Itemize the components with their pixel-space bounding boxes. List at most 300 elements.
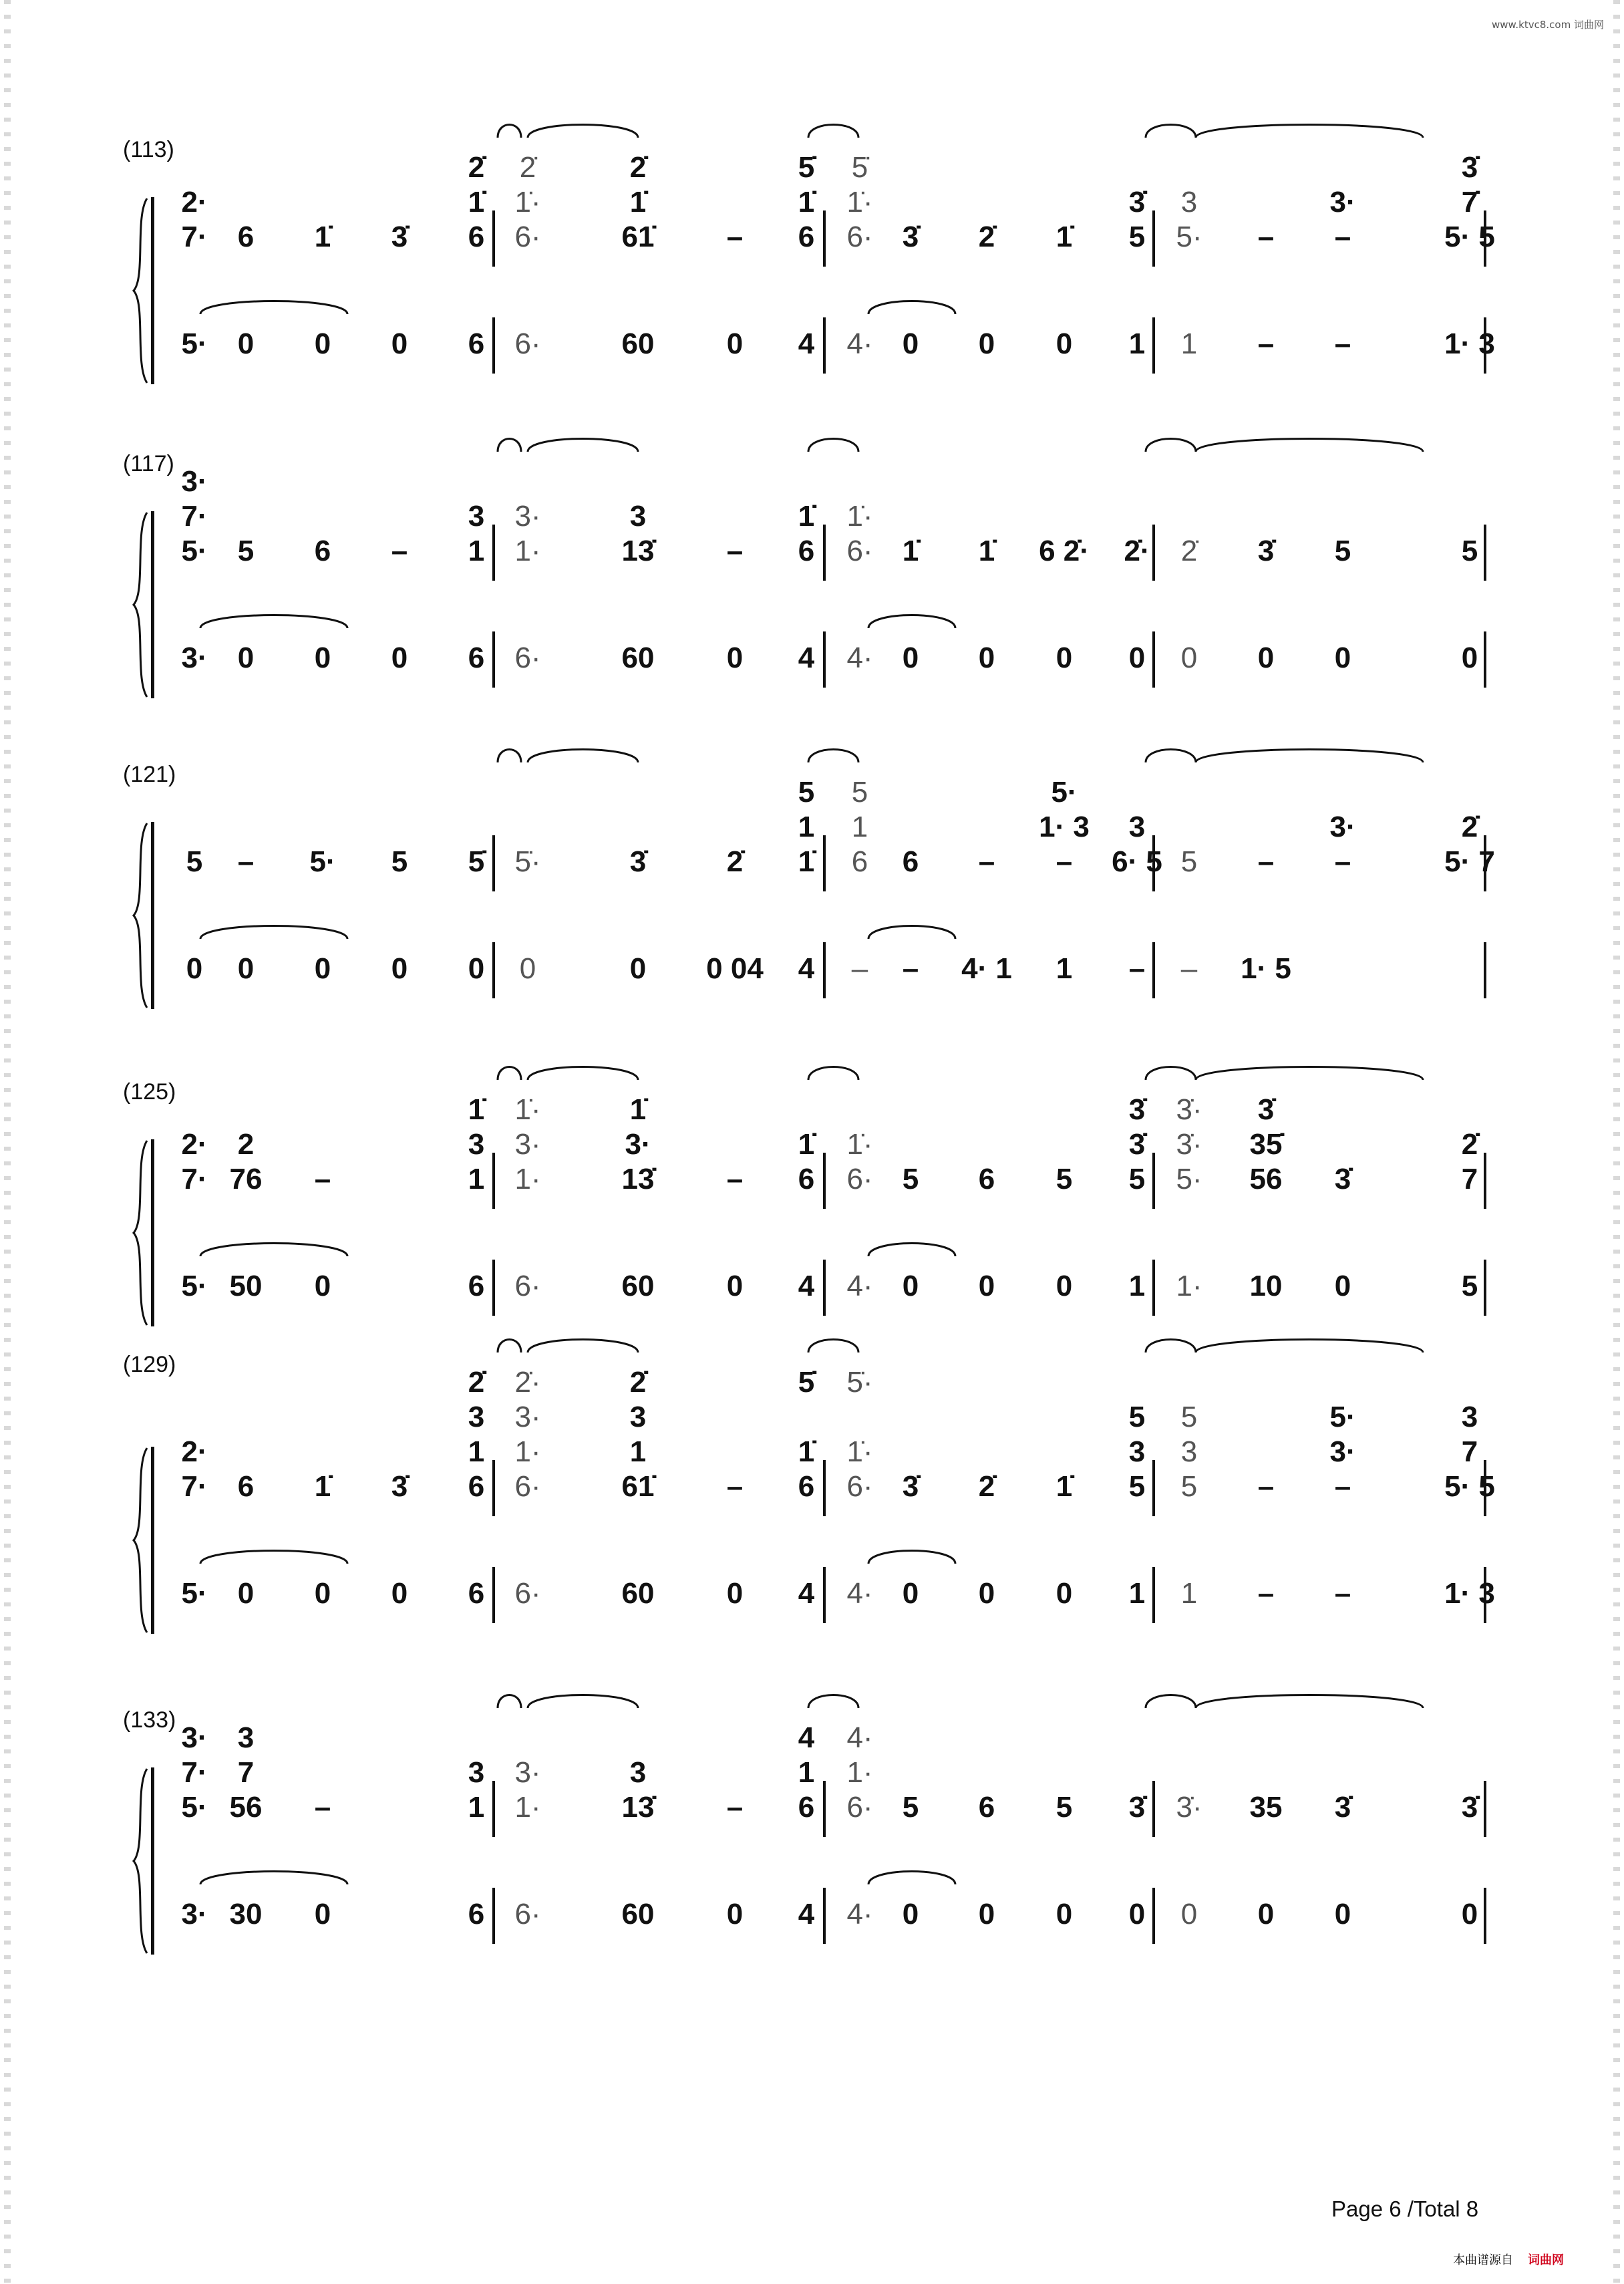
note-token: 0 bbox=[1334, 1898, 1351, 1931]
note-token: 2̇· bbox=[1124, 535, 1150, 567]
note-token: 3̇ bbox=[629, 845, 647, 878]
note-token: – bbox=[1334, 327, 1351, 360]
note-token: 3̇ bbox=[1128, 1128, 1146, 1161]
note-token: 76 bbox=[229, 1163, 263, 1195]
note-token: 5· bbox=[1176, 1163, 1202, 1195]
note-token: – bbox=[314, 1791, 331, 1824]
note-token: 0 bbox=[1055, 327, 1073, 360]
note-token: 4· 1 bbox=[961, 952, 1012, 985]
note-token: 13̇ bbox=[621, 535, 655, 567]
note-token: 6· bbox=[846, 535, 873, 567]
note-token: 2· bbox=[181, 186, 208, 219]
note-token: 3· bbox=[514, 500, 541, 533]
note-token: 5· bbox=[181, 1577, 208, 1610]
tie-arc bbox=[868, 1872, 955, 1885]
source-label: 本曲谱源自 bbox=[1453, 2253, 1513, 2267]
note-token: – bbox=[391, 535, 408, 567]
note-token: 5 bbox=[391, 845, 408, 878]
note-token: 6 bbox=[798, 1163, 815, 1195]
note-token: 1̇ bbox=[468, 1093, 485, 1126]
note-token: 3̇· bbox=[1176, 1093, 1202, 1126]
note-token: – bbox=[237, 845, 255, 878]
note-token: 3· bbox=[514, 1401, 541, 1433]
note-token: 5· bbox=[181, 1270, 208, 1302]
note-token: 0 bbox=[1055, 1270, 1073, 1302]
note-token: 2̇· bbox=[514, 1366, 541, 1399]
note-token: 1· bbox=[514, 1791, 541, 1824]
note-token: 5̇ bbox=[798, 151, 815, 184]
note-token: 2̇ bbox=[1461, 1128, 1478, 1161]
note-token: 60 bbox=[621, 327, 655, 360]
tie-arc bbox=[808, 1695, 858, 1709]
note-token: 6 bbox=[798, 1791, 815, 1824]
source-logo bbox=[1453, 2251, 1564, 2268]
note-token: 2̇ bbox=[978, 1470, 995, 1503]
note-token: 3 bbox=[237, 1721, 255, 1754]
note-token: 0 bbox=[391, 1577, 408, 1610]
note-token: 5· 7 bbox=[1444, 845, 1495, 878]
note-token: 3· bbox=[514, 1756, 541, 1789]
note-token: 3 bbox=[468, 1756, 485, 1789]
note-token: 7· bbox=[181, 500, 208, 533]
note-token: 1̇· bbox=[514, 1093, 541, 1126]
note-token: 3· bbox=[181, 1721, 208, 1754]
note-token: 3· bbox=[181, 465, 208, 498]
note-token: 3 bbox=[1180, 1435, 1198, 1468]
note-token: 3 bbox=[468, 1128, 485, 1161]
note-token: 4 bbox=[798, 1577, 815, 1610]
note-token: 6· bbox=[846, 1163, 873, 1195]
note-token: 0 bbox=[1257, 641, 1275, 674]
measure-number: (117) bbox=[123, 451, 174, 476]
note-token: 0 bbox=[1461, 1898, 1478, 1931]
note-token: – bbox=[726, 1163, 744, 1195]
note-token: 6· bbox=[514, 1577, 541, 1610]
note-token: 5 bbox=[1180, 845, 1198, 878]
note-token: – bbox=[851, 952, 868, 985]
note-token: 5· bbox=[1051, 776, 1078, 809]
note-token: – bbox=[1128, 952, 1146, 985]
note-token: 0 bbox=[1461, 641, 1478, 674]
note-token: 1̇· bbox=[846, 186, 873, 219]
note-token: 1̇· bbox=[846, 1128, 873, 1161]
note-token: 1 bbox=[1128, 1577, 1146, 1610]
page-indicator: Page 6 /Total 8 bbox=[1331, 2196, 1479, 2221]
note-token: 3· bbox=[181, 1898, 208, 1931]
note-token: – bbox=[1257, 1470, 1275, 1503]
note-token: 0 bbox=[237, 1577, 255, 1610]
note-token: 4· bbox=[846, 1721, 873, 1754]
note-token: 0 bbox=[978, 1577, 995, 1610]
note-token: 60 bbox=[621, 1577, 655, 1610]
note-token: 2̇ bbox=[519, 151, 536, 184]
note-token: 3̇· bbox=[1176, 1128, 1202, 1161]
note-token: 1̇· bbox=[846, 500, 873, 533]
note-token: 0 bbox=[726, 1577, 744, 1610]
tie-arc bbox=[1196, 1695, 1423, 1709]
note-token: 6 bbox=[314, 535, 331, 567]
note-token: 3· bbox=[625, 1128, 651, 1161]
note-token: 5 bbox=[1128, 1401, 1146, 1433]
note-token: 3 bbox=[629, 1401, 647, 1433]
note-token: 7· bbox=[181, 1756, 208, 1789]
note-token: 6 bbox=[978, 1163, 995, 1195]
note-token: 60 bbox=[621, 641, 655, 674]
note-token: 0 bbox=[1055, 1898, 1073, 1931]
tie-arc bbox=[1146, 1695, 1196, 1709]
note-token: 4 bbox=[798, 952, 815, 985]
note-token: – bbox=[314, 1163, 331, 1195]
note-token: 0 bbox=[314, 641, 331, 674]
measure-number: (113) bbox=[123, 137, 174, 162]
note-token: 10 bbox=[1249, 1270, 1283, 1302]
note-token: 2̇ bbox=[468, 151, 485, 184]
note-token: 2̇ bbox=[629, 151, 647, 184]
note-token: 1̇ bbox=[468, 186, 485, 219]
note-token: 6 bbox=[468, 1577, 485, 1610]
note-token: 6 bbox=[798, 535, 815, 567]
site-url[interactable]: www.ktvc8.com 词曲网 bbox=[1491, 19, 1604, 31]
note-token: 0 bbox=[902, 1898, 919, 1931]
note-token: 56 bbox=[1249, 1163, 1283, 1195]
note-token: 2̇ bbox=[629, 1366, 647, 1399]
note-token: 3 bbox=[1128, 811, 1146, 843]
note-token: 0 bbox=[902, 641, 919, 674]
note-token: 61̇ bbox=[621, 221, 655, 253]
note-token: 0 bbox=[1180, 641, 1198, 674]
note-token: 3̇ bbox=[902, 1470, 919, 1503]
note-token: 2· bbox=[181, 1435, 208, 1468]
note-token: 0 04 bbox=[706, 952, 764, 985]
note-token: 6· bbox=[846, 1791, 873, 1824]
note-token: 3̇ bbox=[1461, 1791, 1478, 1824]
note-token: 0 bbox=[1334, 1270, 1351, 1302]
note-token: 0 bbox=[1257, 1898, 1275, 1931]
note-token: 0 bbox=[519, 952, 536, 985]
note-token: 1 bbox=[1055, 952, 1073, 985]
note-token: 7· bbox=[181, 1470, 208, 1503]
note-token: 4 bbox=[798, 1721, 815, 1754]
note-token: 0 bbox=[902, 327, 919, 360]
note-token: 5· 5 bbox=[1444, 1470, 1495, 1503]
note-token: 5 bbox=[1180, 1470, 1198, 1503]
note-token: 0 bbox=[1180, 1898, 1198, 1931]
note-token: – bbox=[1055, 845, 1073, 878]
note-token: 5̇· bbox=[846, 1366, 873, 1399]
note-token: 2̇ bbox=[726, 845, 744, 878]
note-token: 5 bbox=[1055, 1791, 1073, 1824]
note-token: 0 bbox=[726, 1898, 744, 1931]
note-token: 6· bbox=[514, 1898, 541, 1931]
note-token: 1 bbox=[798, 1756, 815, 1789]
note-token: 60 bbox=[621, 1270, 655, 1302]
note-token: 6 bbox=[468, 1470, 485, 1503]
note-token: 3 bbox=[1180, 186, 1198, 219]
note-token: 1· 5 bbox=[1241, 952, 1291, 985]
note-token: 6· bbox=[514, 1270, 541, 1302]
note-token: 0 bbox=[237, 327, 255, 360]
note-token: 6 bbox=[798, 1470, 815, 1503]
note-token: – bbox=[902, 952, 919, 985]
note-token: 6 bbox=[978, 1791, 995, 1824]
note-token: 0 bbox=[314, 327, 331, 360]
note-token: 6 bbox=[798, 221, 815, 253]
note-token: – bbox=[1334, 1470, 1351, 1503]
note-token: 1 bbox=[468, 1435, 485, 1468]
note-token: 2̇ bbox=[1180, 535, 1198, 567]
note-token: 3̇ bbox=[1128, 1093, 1146, 1126]
note-token: 6 2̇· bbox=[1039, 535, 1090, 567]
note-token: 0 bbox=[1055, 1577, 1073, 1610]
note-token: 7· bbox=[181, 1163, 208, 1195]
note-token: 5 bbox=[1180, 1401, 1198, 1433]
note-token: 50 bbox=[229, 1270, 263, 1302]
note-token: 1· bbox=[514, 1163, 541, 1195]
note-token: 6 bbox=[468, 327, 485, 360]
note-token: 6· bbox=[514, 327, 541, 360]
note-token: 5· bbox=[181, 1791, 208, 1824]
tie-arc bbox=[200, 1872, 347, 1885]
note-token: 3 bbox=[468, 1401, 485, 1433]
note-token: 1· bbox=[514, 535, 541, 567]
note-token: 2 bbox=[237, 1128, 255, 1161]
note-token: 3· bbox=[1329, 186, 1356, 219]
note-token: 5̇ bbox=[468, 845, 485, 878]
note-token: 61̇ bbox=[621, 1470, 655, 1503]
note-token: 0 bbox=[391, 327, 408, 360]
note-token: 1̇ bbox=[629, 1093, 647, 1126]
note-token: 1̇· bbox=[514, 186, 541, 219]
note-token: 3̇ bbox=[1128, 1791, 1146, 1824]
note-token: 1̇ bbox=[798, 186, 815, 219]
note-token: 3̇· bbox=[1176, 1791, 1202, 1824]
note-token: 5 bbox=[1128, 1470, 1146, 1503]
note-token: 6 bbox=[468, 641, 485, 674]
note-token: 1̇ bbox=[902, 535, 919, 567]
note-token: 0 bbox=[1128, 1898, 1146, 1931]
note-token: 1̇ bbox=[798, 845, 815, 878]
note-token: 5 bbox=[1334, 535, 1351, 567]
note-token: 2̇ bbox=[978, 221, 995, 253]
note-token: 3 bbox=[1128, 1435, 1146, 1468]
note-token: 3̇ bbox=[1257, 535, 1275, 567]
note-token: – bbox=[978, 845, 995, 878]
note-token: 4 bbox=[798, 641, 815, 674]
note-token: – bbox=[1257, 327, 1275, 360]
note-token: 6· bbox=[514, 1470, 541, 1503]
note-token: 4· bbox=[846, 641, 873, 674]
note-token: 6· 5 bbox=[1112, 845, 1162, 878]
note-token: 6 bbox=[237, 221, 255, 253]
note-token: – bbox=[1257, 845, 1275, 878]
note-token: 0 bbox=[978, 1898, 995, 1931]
note-token: 5̇ bbox=[851, 151, 868, 184]
note-token: – bbox=[1334, 221, 1351, 253]
note-token: 7 bbox=[237, 1756, 255, 1789]
note-token: 0 bbox=[237, 641, 255, 674]
note-token: 1· bbox=[514, 1435, 541, 1468]
note-token: 3̇ bbox=[1334, 1791, 1351, 1824]
note-token: 7 bbox=[1461, 1435, 1478, 1468]
note-token: – bbox=[726, 221, 744, 253]
note-token: 5 bbox=[1461, 535, 1478, 567]
note-token: 0 bbox=[391, 952, 408, 985]
note-token: 0 bbox=[978, 641, 995, 674]
note-token: 0 bbox=[978, 1270, 995, 1302]
measure-number: (133) bbox=[123, 1707, 176, 1733]
note-token: 5· bbox=[1329, 1401, 1356, 1433]
note-token: – bbox=[1257, 221, 1275, 253]
note-token: 4 bbox=[798, 1898, 815, 1931]
note-token: 4· bbox=[846, 1270, 873, 1302]
note-token: 5 bbox=[186, 845, 203, 878]
note-token: 3 bbox=[468, 500, 485, 533]
note-token: 1 bbox=[468, 1791, 485, 1824]
source-site: 词曲网 bbox=[1528, 2253, 1564, 2267]
note-token: 1̇ bbox=[314, 221, 331, 253]
note-token: 3· bbox=[1329, 811, 1356, 843]
note-token: 1 bbox=[851, 811, 868, 843]
note-token: 0 bbox=[629, 952, 647, 985]
note-token: 1̇ bbox=[798, 1128, 815, 1161]
note-token: 3 bbox=[629, 500, 647, 533]
note-token: 7̇ bbox=[1461, 186, 1478, 219]
note-token: 0 bbox=[726, 1270, 744, 1302]
note-token: 6· bbox=[846, 221, 873, 253]
note-token: 0 bbox=[978, 327, 995, 360]
note-token: 1 bbox=[468, 1163, 485, 1195]
note-token: 0 bbox=[186, 952, 203, 985]
note-token: 3 bbox=[1461, 1401, 1478, 1433]
note-token: 56 bbox=[229, 1791, 263, 1824]
note-token: 6 bbox=[902, 845, 919, 878]
note-token: 0 bbox=[726, 641, 744, 674]
note-token: 1 bbox=[468, 535, 485, 567]
note-token: 1 bbox=[1180, 327, 1198, 360]
note-token: 0 bbox=[902, 1270, 919, 1302]
note-token: 0 bbox=[314, 1898, 331, 1931]
note-token: 1 bbox=[1128, 1270, 1146, 1302]
note-token: 6 bbox=[468, 1898, 485, 1931]
note-token: 5̇ bbox=[798, 1366, 815, 1399]
note-token: 2̇ bbox=[468, 1366, 485, 1399]
note-token: – bbox=[1334, 1577, 1351, 1610]
note-token: 3 bbox=[629, 1756, 647, 1789]
note-token: 4 bbox=[798, 327, 815, 360]
tie-arc bbox=[498, 1695, 521, 1709]
note-token: 1· 3 bbox=[1444, 327, 1495, 360]
measure-number: (129) bbox=[123, 1352, 176, 1377]
note-token: 1̇ bbox=[314, 1470, 331, 1503]
note-token: 5 bbox=[851, 776, 868, 809]
note-token: 1̇ bbox=[798, 500, 815, 533]
note-token: 7 bbox=[1461, 1163, 1478, 1195]
note-token: 3̇ bbox=[902, 221, 919, 253]
note-token: 5 bbox=[1128, 221, 1146, 253]
note-token: 1 bbox=[1128, 327, 1146, 360]
note-token: 3· bbox=[1329, 1435, 1356, 1468]
note-token: – bbox=[1334, 845, 1351, 878]
note-token: 7· bbox=[181, 221, 208, 253]
note-token: 1 bbox=[798, 811, 815, 843]
note-token: 5 bbox=[237, 535, 255, 567]
note-token: 30 bbox=[229, 1898, 263, 1931]
note-token: 6 bbox=[468, 221, 485, 253]
note-token: 3· bbox=[181, 641, 208, 674]
note-token: 6· bbox=[514, 221, 541, 253]
note-token: 0 bbox=[314, 1577, 331, 1610]
note-token: 6 bbox=[237, 1470, 255, 1503]
note-token: 3̇ bbox=[1461, 151, 1478, 184]
note-token: 5 bbox=[1461, 1270, 1478, 1302]
note-token: – bbox=[726, 1470, 744, 1503]
note-token: 1· 3 bbox=[1039, 811, 1090, 843]
note-token: 0 bbox=[237, 952, 255, 985]
note-token: 3̇ bbox=[391, 221, 408, 253]
note-token: 1 bbox=[629, 1435, 647, 1468]
note-token: 0 bbox=[314, 1270, 331, 1302]
note-token: 3̇ bbox=[391, 1470, 408, 1503]
note-token: 4· bbox=[846, 327, 873, 360]
note-token: 5· bbox=[1176, 221, 1202, 253]
note-token: 3̇ bbox=[1128, 186, 1146, 219]
note-token: – bbox=[1257, 1577, 1275, 1610]
note-token: 0 bbox=[726, 327, 744, 360]
note-token: 1 bbox=[1180, 1577, 1198, 1610]
note-token: 5· bbox=[309, 845, 336, 878]
note-token: – bbox=[726, 1791, 744, 1824]
note-token: 1· bbox=[1176, 1270, 1202, 1302]
note-token: 13̇ bbox=[621, 1791, 655, 1824]
note-token: 1̇ bbox=[798, 1435, 815, 1468]
note-token: 1̇ bbox=[629, 186, 647, 219]
note-token: 3̇ bbox=[1257, 1093, 1275, 1126]
note-token: 1̇ bbox=[1055, 221, 1073, 253]
note-token: 1· 3 bbox=[1444, 1577, 1495, 1610]
note-token: 5· bbox=[181, 535, 208, 567]
note-token: 6 bbox=[851, 845, 868, 878]
measure-number: (121) bbox=[123, 762, 176, 787]
note-token: 0 bbox=[1055, 641, 1073, 674]
note-token: 0 bbox=[391, 641, 408, 674]
note-token: 5· bbox=[181, 327, 208, 360]
note-token: 0 bbox=[902, 1577, 919, 1610]
note-token: 5 bbox=[902, 1791, 919, 1824]
note-token: 6· bbox=[514, 641, 541, 674]
note-token: 1· bbox=[846, 1756, 873, 1789]
note-token: 3· bbox=[514, 1128, 541, 1161]
note-token: 3̇ bbox=[1334, 1163, 1351, 1195]
note-token: 4· bbox=[846, 1577, 873, 1610]
note-token: 4· bbox=[846, 1898, 873, 1931]
note-token: 2̇ bbox=[1461, 811, 1478, 843]
note-token: 5̇· bbox=[514, 845, 541, 878]
note-token: 35 bbox=[1249, 1791, 1283, 1824]
note-token: 5 bbox=[798, 776, 815, 809]
note-token: 6 bbox=[468, 1270, 485, 1302]
note-token: – bbox=[1180, 952, 1198, 985]
note-token: 1̇ bbox=[1055, 1470, 1073, 1503]
note-token: 13̇ bbox=[621, 1163, 655, 1195]
note-token: 0 bbox=[1334, 641, 1351, 674]
note-token: 1̇ bbox=[978, 535, 995, 567]
measure-number: (125) bbox=[123, 1079, 176, 1105]
note-token: 5 bbox=[902, 1163, 919, 1195]
note-token: 60 bbox=[621, 1898, 655, 1931]
note-token: 5 bbox=[1128, 1163, 1146, 1195]
note-token: 4 bbox=[798, 1270, 815, 1302]
note-token: 35̇ bbox=[1249, 1128, 1283, 1161]
